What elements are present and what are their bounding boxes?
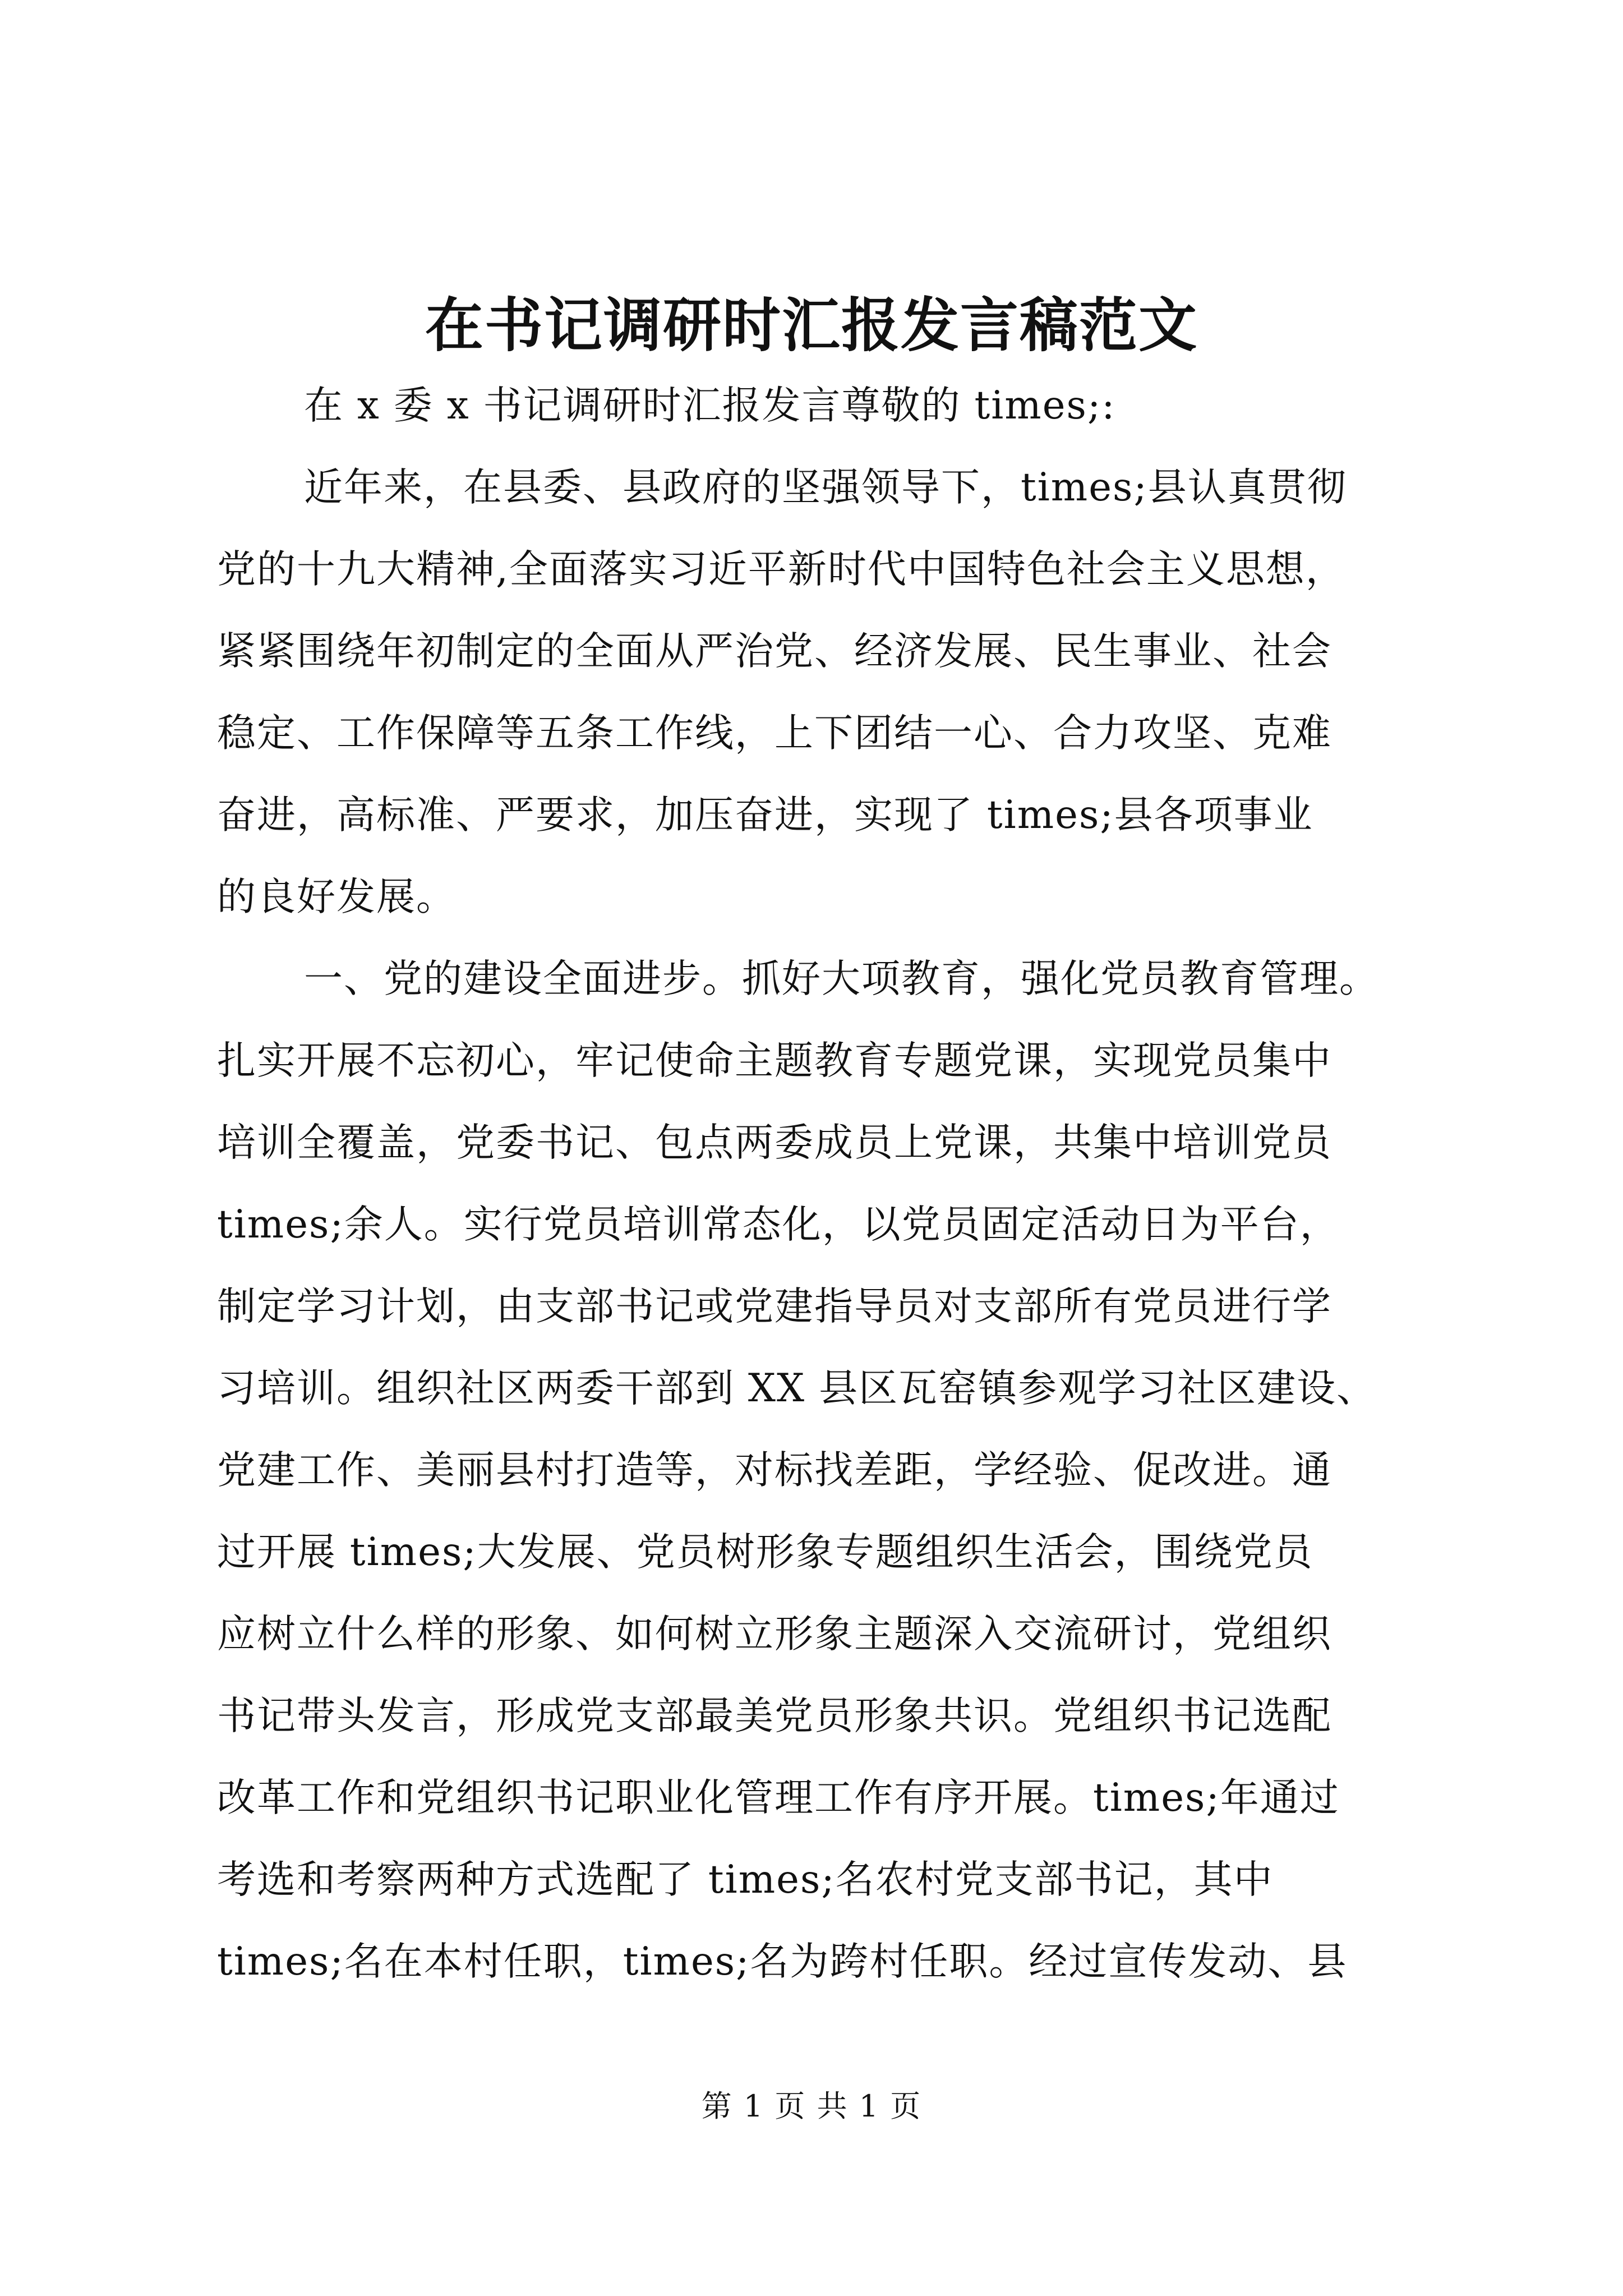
paragraph-line: 考选和考察两种方式选配了 times;名农村党支部书记，其中 <box>217 1857 1274 1902</box>
document-title: 在书记调研时汇报发言稿范文 <box>425 291 1198 360</box>
paragraph-line: 一、党的建设全面进步。抓好大项教育，强化党员教育管理。 <box>304 956 1379 1001</box>
paragraph-line: 党的十九大精神,全面落实习近平新时代中国特色社会主义思想， <box>217 547 1345 592</box>
paragraph-line: times;余人。实行党员培训常态化，以党员固定活动日为平台， <box>217 1202 1340 1247</box>
paragraph-line: 改革工作和党组织书记职业化管理工作有序开展。times;年通过 <box>217 1775 1340 1820</box>
intro-paragraph <box>217 447 1428 938</box>
salutation-paragraph <box>217 365 1428 447</box>
paragraph-line: 奋进，高标准、严要求，加压奋进，实现了 times;县各项事业 <box>217 793 1313 838</box>
document-body <box>217 365 1428 2003</box>
paragraph-line: 应树立什么样的形象、如何树立形象主题深入交流研讨，党组织 <box>217 1612 1332 1657</box>
paragraph-line: 的良好发展。 <box>217 875 456 919</box>
page-footer: 第 1 页 共 1 页 <box>701 2088 922 2124</box>
paragraph-line: 党建工作、美丽县村打造等，对标找差距，学经验、促改进。通 <box>217 1448 1332 1493</box>
party-building-paragraph <box>217 938 1428 2003</box>
paragraph-line: 扎实开展不忘初心，牢记使命主题教育专题党课，实现党员集中 <box>217 1038 1332 1083</box>
paragraph-line: 近年来，在县委、县政府的坚强领导下，times;县认真贯彻 <box>304 465 1347 510</box>
paragraph-line: 在 x 委 x 书记调研时汇报发言尊敬的 times;: <box>304 383 1116 428</box>
paragraph-line: 制定学习计划，由支部书记或党建指导员对支部所有党员进行学 <box>217 1284 1332 1329</box>
paragraph-line: 书记带头发言，形成党支部最美党员形象共识。党组织书记选配 <box>217 1694 1332 1738</box>
paragraph-line: 过开展 times;大发展、党员树形象专题组织生活会，围绕党员 <box>217 1530 1313 1575</box>
paragraph-line: 稳定、工作保障等五条工作线，上下团结一心、合力攻坚、克难 <box>217 711 1332 756</box>
paragraph-line: 习培训。组织社区两委干部到 XX 县区瓦窑镇参观学习社区建设、 <box>217 1366 1377 1411</box>
paragraph-line: 培训全覆盖，党委书记、包点两委成员上党课，共集中培训党员 <box>217 1120 1332 1165</box>
paragraph-line: times;名在本村任职，times;名为跨村任职。经过宣传发动、县 <box>217 1939 1348 1984</box>
paragraph-line: 紧紧围绕年初制定的全面从严治党、经济发展、民生事业、社会 <box>217 629 1332 674</box>
